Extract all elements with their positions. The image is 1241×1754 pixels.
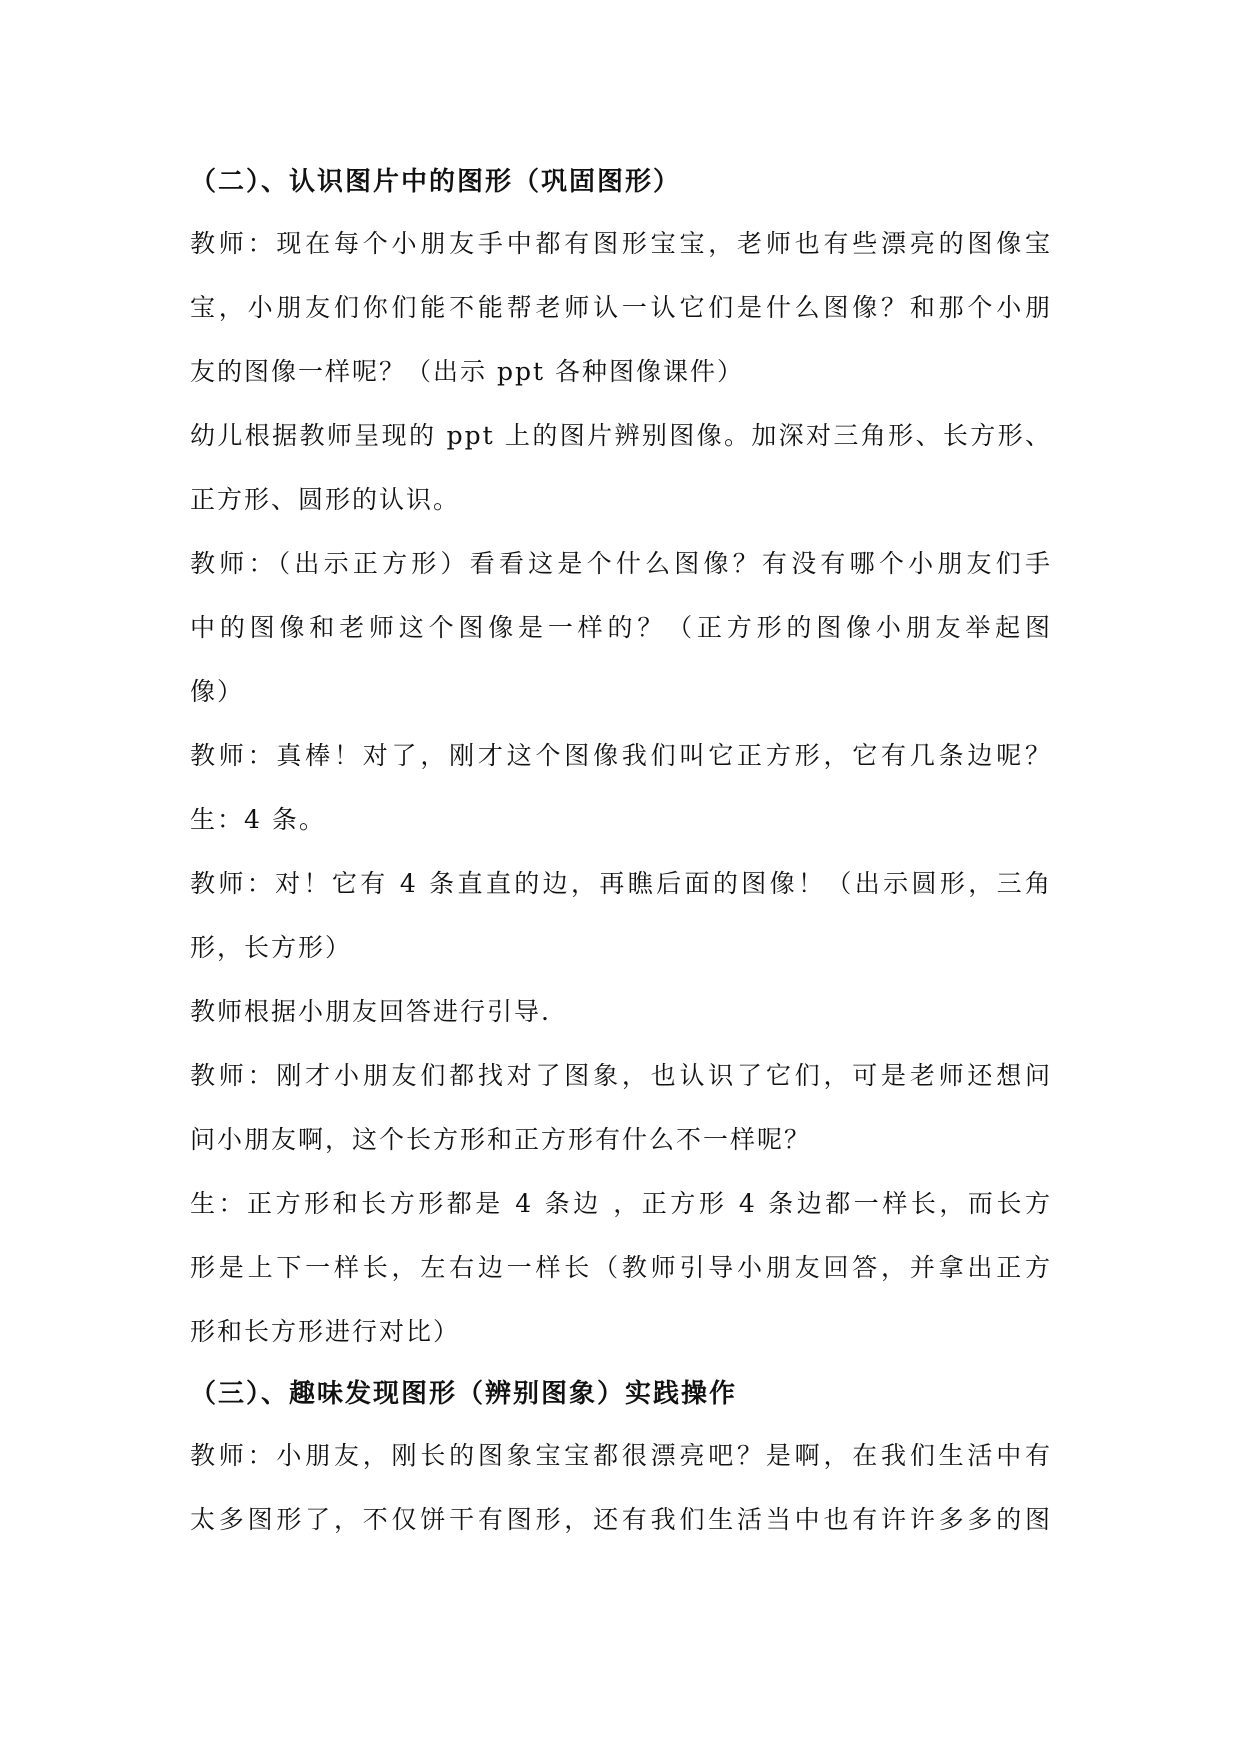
- paragraph-line: 教师：真棒！对了，刚才这个图像我们叫它正方形，它有几条边呢？: [190, 741, 1052, 770]
- paragraph-line: 教师：刚才小朋友们都找对了图象，也认识了它们，可是老师还想问: [190, 1061, 1052, 1090]
- paragraph-line: 中的图像和老师这个图像是一样的？（正方形的图像小朋友举起图: [190, 613, 1052, 642]
- paragraph-line: 问小朋友啊，这个长方形和正方形有什么不一样呢？: [190, 1125, 812, 1154]
- paragraph-line: 生：4 条。: [190, 805, 326, 834]
- paragraph-line: 教师：小朋友，刚长的图象宝宝都很漂亮吧？是啊，在我们生活中有: [190, 1441, 1052, 1470]
- paragraph-line: 教师根据小朋友回答进行引导.: [190, 997, 551, 1026]
- paragraph-3: [190, 532, 1052, 724]
- paragraph-5: [190, 788, 1052, 852]
- paragraph-line: 幼儿根据教师呈现的 ppt 上的图片辨别图像。加深对三角形、长方形、: [190, 421, 1052, 450]
- paragraph-line: 正方形、圆形的认识。: [190, 485, 461, 514]
- paragraph-1: [190, 212, 1052, 404]
- heading-text: （二）、认识图片中的图形（巩固图形）: [190, 167, 682, 197]
- heading-text: （三）、趣味发现图形（辨别图象）实践操作: [190, 1379, 738, 1409]
- paragraph-line: 教师：（出示正方形）看看这是个什么图像？有没有哪个小朋友们手: [190, 549, 1052, 578]
- paragraph-line: 形，长方形）: [190, 933, 353, 962]
- paragraph-8: [190, 1044, 1052, 1172]
- paragraph-9: [190, 1172, 1052, 1364]
- paragraph-6: [190, 852, 1052, 980]
- section-heading-3: [190, 1364, 1052, 1424]
- paragraph-line: 教师：现在每个小朋友手中都有图形宝宝，老师也有些漂亮的图像宝: [190, 229, 1052, 258]
- paragraph-line: 生：正方形和长方形都是 4 条边 ，正方形 4 条边都一样长，而长方: [190, 1189, 1052, 1218]
- paragraph-line: 形是上下一样长，左右边一样长（教师引导小朋友回答，并拿出正方: [190, 1253, 1052, 1282]
- paragraph-line: 宝，小朋友们你们能不能帮老师认一认它们是什么图像？和那个小朋: [190, 293, 1052, 322]
- paragraph-line: 教师：对！它有 4 条直直的边，再瞧后面的图像！（出示圆形，三角: [190, 869, 1052, 898]
- paragraph-line: 友的图像一样呢？（出示 ppt 各种图像课件）: [190, 357, 744, 386]
- paragraph-line: 形和长方形进行对比）: [190, 1317, 461, 1346]
- document-body: [190, 152, 1052, 1552]
- section-heading-2: [190, 152, 1052, 212]
- paragraph-7: [190, 980, 1052, 1044]
- paragraph-2: [190, 404, 1052, 532]
- paragraph-4: [190, 724, 1052, 788]
- paragraph-line: 像）: [190, 677, 245, 706]
- paragraph-10: [190, 1424, 1052, 1552]
- paragraph-line: 太多图形了，不仅饼干有图形，还有我们生活当中也有许许多多的图: [190, 1505, 1052, 1534]
